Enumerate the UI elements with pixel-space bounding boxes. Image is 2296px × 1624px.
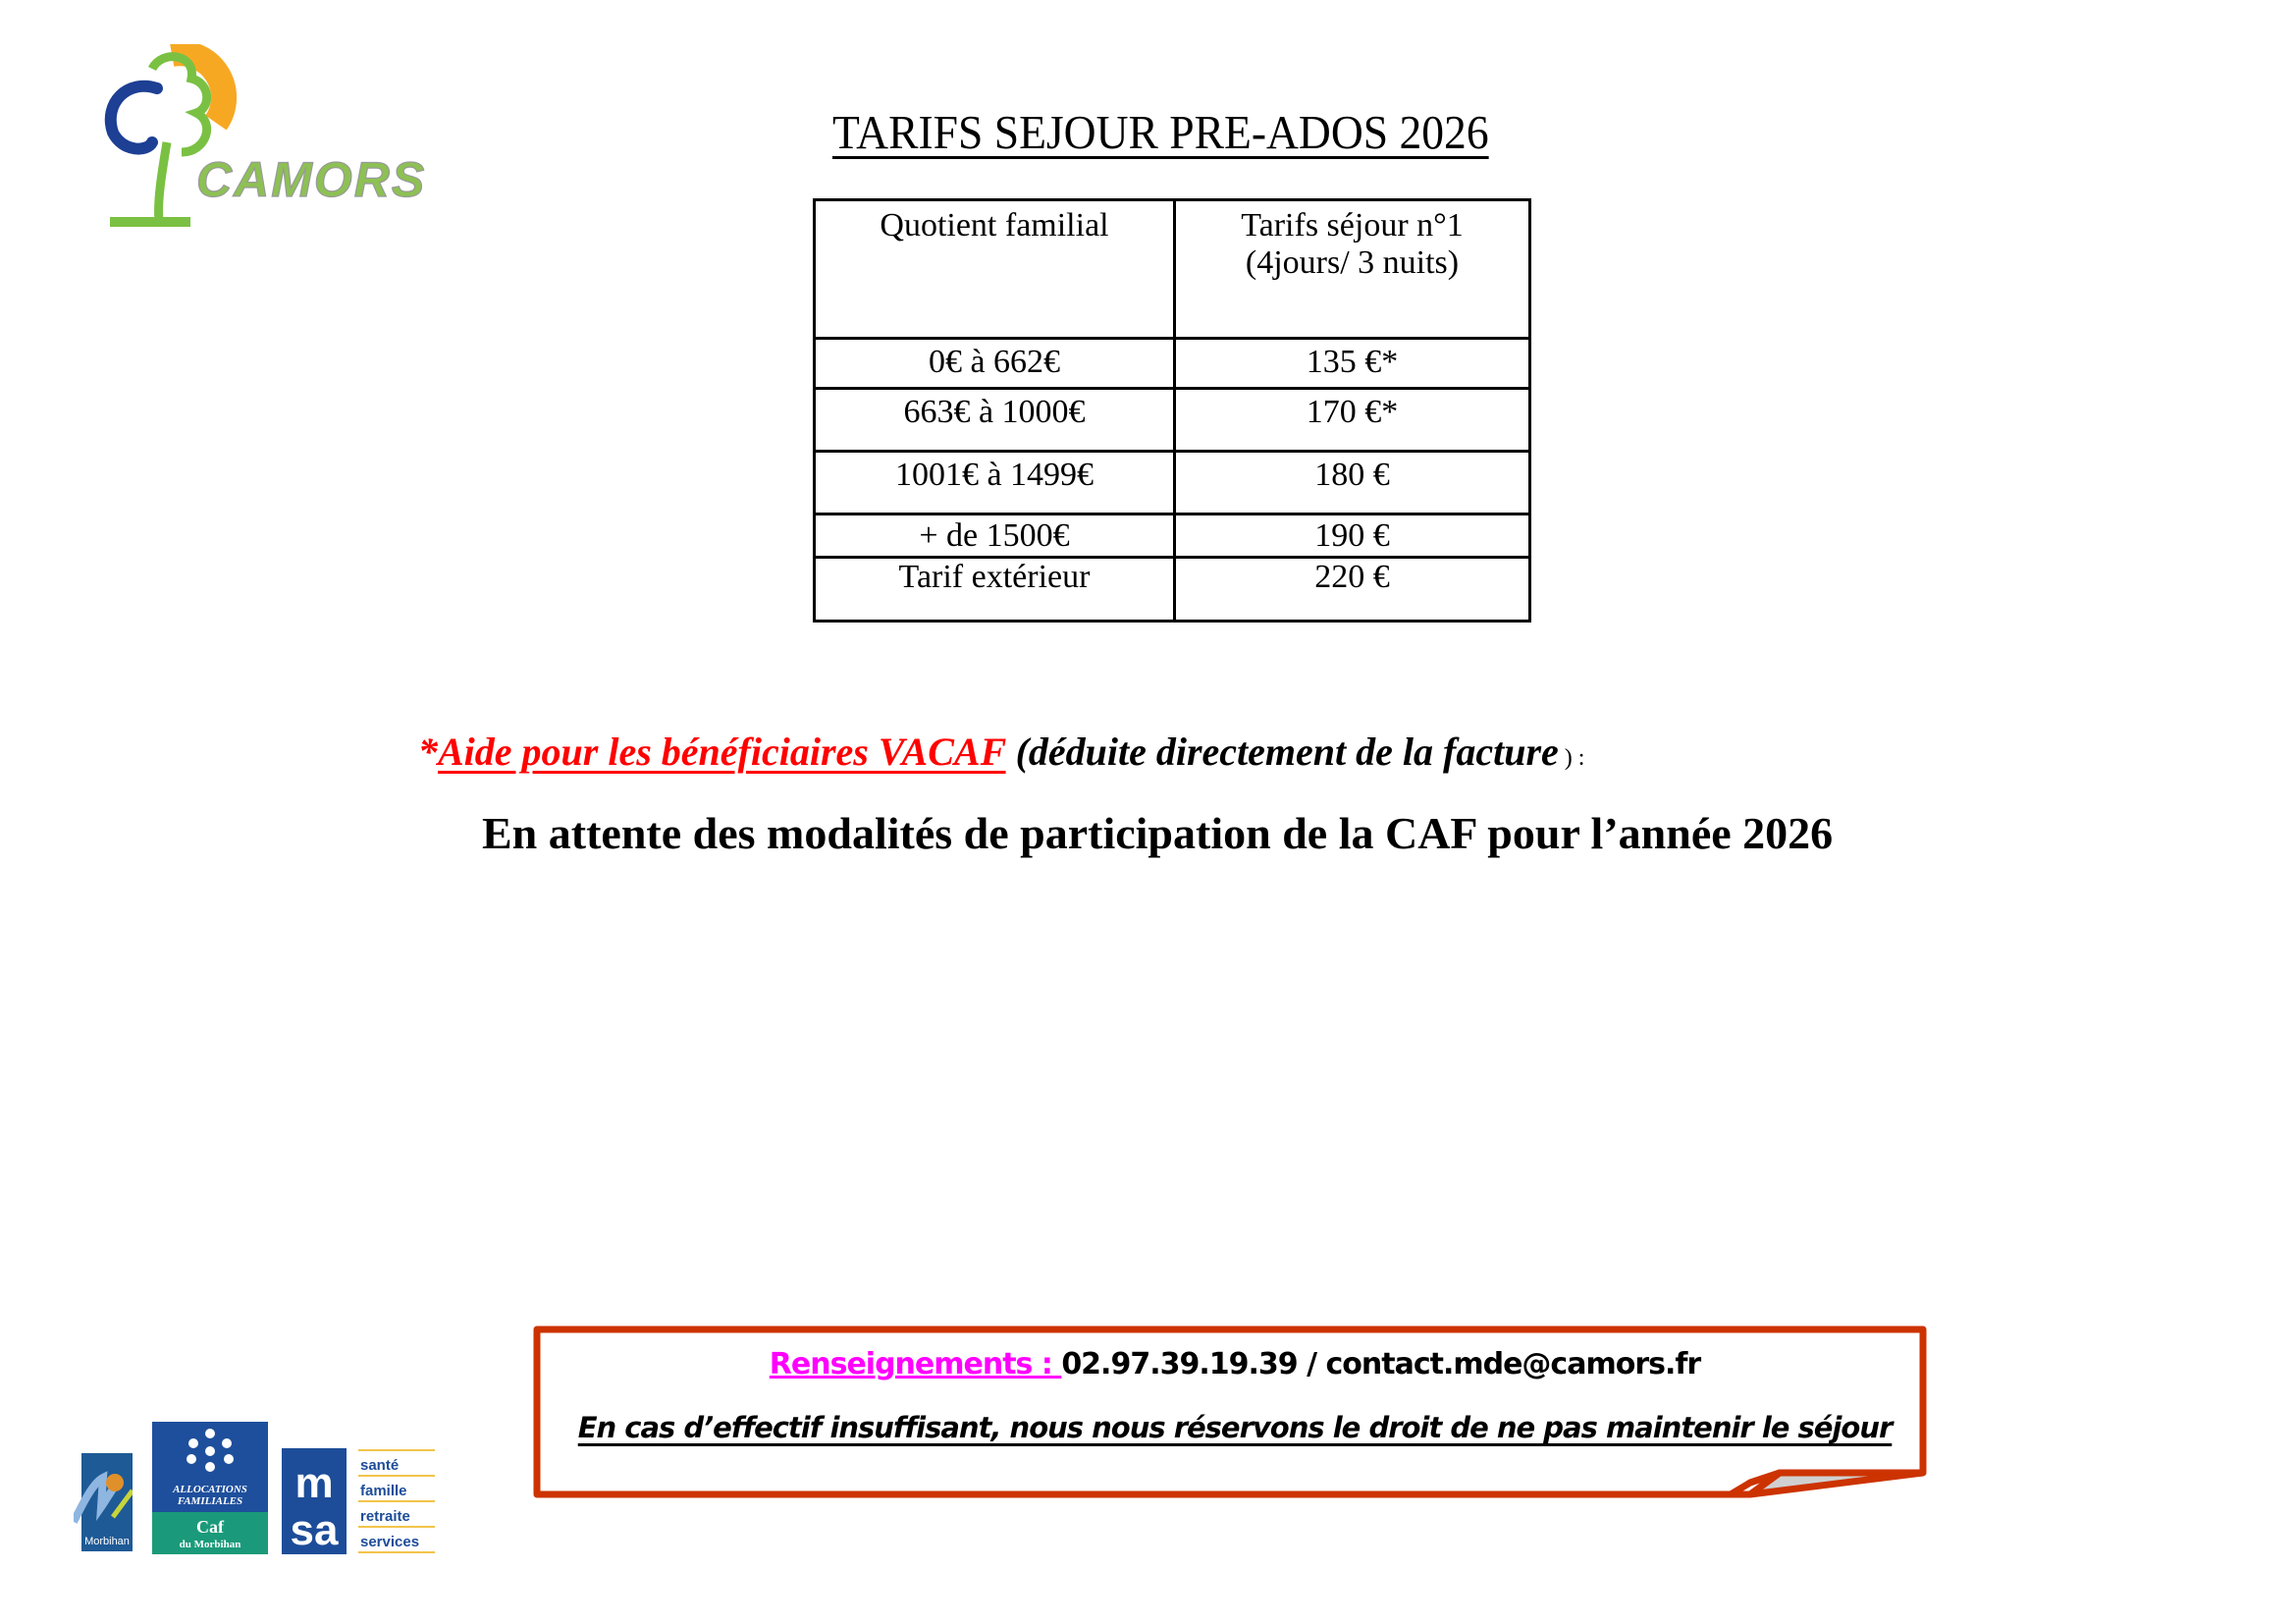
contact-line	[533, 1347, 1937, 1381]
info-box	[533, 1326, 1937, 1512]
warning-line: En cas d’effectif insuffisant, nous nous réservons le droit de ne pas maintenir le séjour	[577, 1411, 1893, 1444]
camors-logo-text: CAMORS	[196, 152, 427, 207]
svg-text:famille: famille	[360, 1483, 407, 1499]
svg-text:ALLOCATIONS: ALLOCATIONS	[173, 1484, 247, 1495]
svg-text:Caf: Caf	[196, 1517, 224, 1537]
aide-suffix: ) :	[1558, 745, 1585, 771]
header-quotient: Quotient familial	[815, 200, 1175, 339]
header-tarif: Tarifs séjour n°1 (4jours/ 3 nuits)	[1175, 200, 1530, 339]
cell-quotient: 1001€ à 1499€	[815, 452, 1175, 514]
svg-text:FAMILIALES: FAMILIALES	[177, 1495, 243, 1507]
cell-quotient: + de 1500€	[815, 514, 1175, 558]
svg-text:services: services	[360, 1534, 420, 1550]
table-header-row	[815, 200, 1530, 339]
cell-tarif: 170 €*	[1175, 389, 1530, 452]
table-row	[815, 452, 1530, 514]
morbihan-label: Morbihan	[84, 1536, 130, 1547]
aide-vacaf-line	[418, 729, 1584, 775]
svg-text:sa: sa	[290, 1506, 339, 1554]
cell-tarif: 180 €	[1175, 452, 1530, 514]
table-row	[815, 558, 1530, 622]
cell-tarif: 135 €*	[1175, 339, 1530, 389]
svg-text:m: m	[294, 1459, 334, 1507]
table-row	[815, 339, 1530, 389]
svg-text:santé: santé	[360, 1457, 400, 1474]
cell-quotient: Tarif extérieur	[815, 558, 1175, 622]
camors-tree-icon	[98, 44, 432, 231]
table-row	[815, 389, 1530, 452]
contact-info[interactable]: 02.97.39.19.39 / contact.mde@camors.fr	[1061, 1347, 1701, 1381]
cell-tarif: 190 €	[1175, 514, 1530, 558]
svg-text:retraite: retraite	[360, 1508, 410, 1525]
aide-vacaf-label: *Aide pour les bénéficiaires VACAF	[418, 730, 1006, 774]
cell-tarif: 220 €	[1175, 558, 1530, 622]
tarifs-table	[813, 198, 1531, 623]
renseignements-label: Renseignements :	[769, 1347, 1062, 1381]
camors-logo	[98, 44, 432, 231]
table-row	[815, 514, 1530, 558]
svg-text:du Morbihan: du Morbihan	[179, 1539, 241, 1550]
morbihan-logo	[74, 1453, 133, 1551]
page-title: TARIFS SEJOUR PRE-ADOS 2026	[832, 105, 1489, 159]
caf-pending-notice: En attente des modalités de participation de la CAF pour l’année 2026	[482, 808, 1834, 858]
cell-quotient: 663€ à 1000€	[815, 389, 1175, 452]
caf-logo	[152, 1422, 268, 1554]
msa-logo	[282, 1448, 437, 1554]
cell-quotient: 0€ à 662€	[815, 339, 1175, 389]
aide-note: (déduite directement de la facture	[1005, 730, 1559, 774]
